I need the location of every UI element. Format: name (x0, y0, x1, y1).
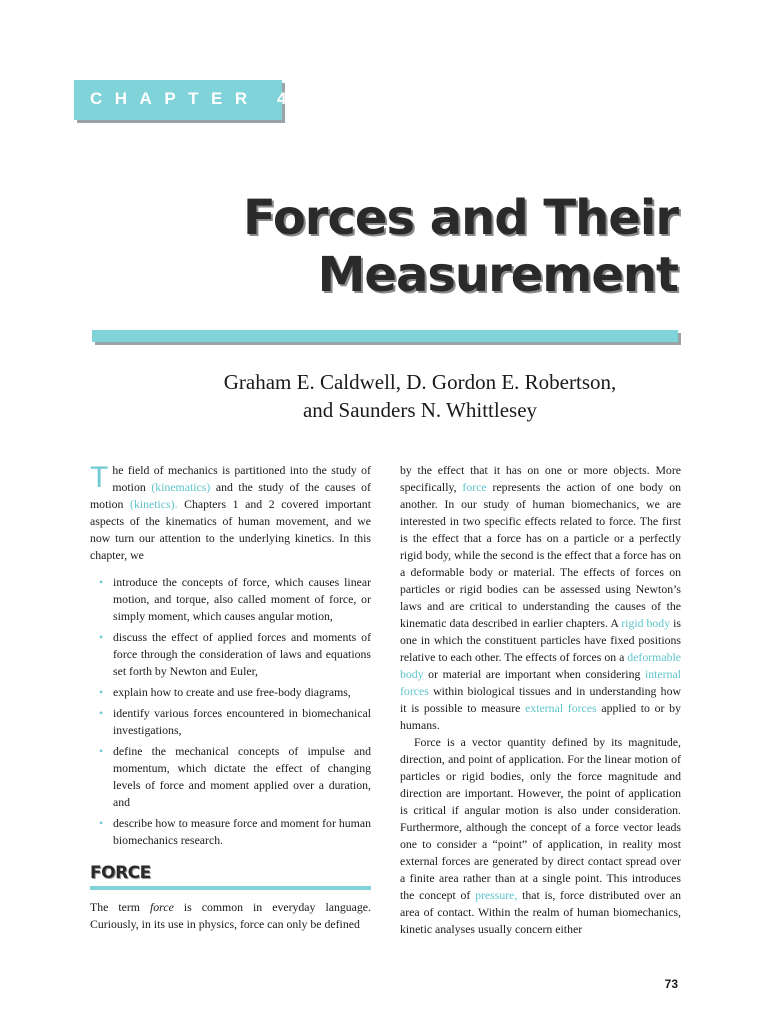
list-item (90, 815, 371, 849)
right-text: is one in which the constituent particles have fixed positions relative to each other. The effects of forces on a (400, 616, 681, 664)
bullet-icon: • (99, 630, 104, 644)
right-text: represents the action of one body on another. In our study of human biomechanics, we are interested in two specific effects related to force. The first is the effect that a force has on a particle or a perfectly rigid body, while the second is the effect that a force has on a deformable body or material. The effects of forces on particles or rigid bodies can be assessed using Newton’s laws and are critical to understanding the causes of the kinematic data described in earlier chapters. A (400, 480, 681, 630)
bullet-icon: • (99, 744, 104, 758)
chapter-title-line-1: Forces and Their (242, 190, 678, 246)
list-item (90, 743, 371, 811)
page-number: 73 (664, 977, 678, 991)
intro-text-1: he field of mechanics is partitioned into the study of motion (112, 463, 371, 494)
chapter-title (178, 190, 678, 304)
bullet-icon: • (99, 575, 104, 589)
intro-text-2: and the study of the causes of motion (90, 480, 371, 511)
list-item (90, 629, 371, 680)
list-item (90, 705, 371, 739)
force-paragraph (90, 899, 371, 933)
right-text: within biological tissues and in understanding how it is possible to measure (400, 684, 681, 715)
term-kinetics: (kinetics). (130, 497, 178, 511)
bullet-icon: • (99, 816, 104, 830)
list-item (90, 574, 371, 625)
list-item-text: describe how to measure force and moment for human biomechanics research. (113, 816, 371, 847)
section-title-force: FORCE (90, 863, 151, 883)
force-text-2: is common in everyday language. Curiously, in its use in physics, force can only be defined (90, 900, 371, 931)
term-kinematics: (kinematics) (151, 480, 211, 494)
bullet-icon: • (99, 685, 104, 699)
intro-text-3: Chapters 1 and 2 covered important aspects of the kinematics of human movement, and we now turn our attention to the underlying kinetics. In this chapter, we (90, 497, 371, 562)
force-text-1: The term (90, 900, 150, 914)
authors (160, 368, 680, 424)
term-force: force (462, 480, 487, 494)
left-column (90, 462, 371, 933)
authors-line-2: and Saunders N. Whittlesey (302, 398, 538, 422)
list-item-text: introduce the concepts of force, which causes linear motion, and torque, also called moment of force, or simply moment, which causes angular motion, (113, 575, 371, 623)
bullet-icon: • (99, 706, 104, 720)
list-item (90, 684, 371, 701)
list-item-text: discuss the effect of applied forces and moments of force through the consideration of laws and equations set forth by Newton and Euler, (113, 630, 371, 678)
right-text: applied to or by humans. (400, 701, 681, 732)
term-deformable-body: deformable body (400, 650, 681, 681)
right-text: Force is a vector quantity defined by its magnitude, direction, and point of application. For the linear motion of particles or rigid bodies, only the force magnitude and direction are important. However, the point of application is critical if angular motion is also under consideration. Furthermore, although the concept of a force vector leads one to consider a “point” of application, in reality most external forces are generated by direct contact spread over a finite area rather than at a single point. This introduces the concept of (400, 735, 681, 902)
right-text: by the effect that it has on one or more objects. More specifically, (400, 463, 681, 494)
right-paragraph-1 (400, 462, 681, 734)
chapter-title-line-2: Measurement (317, 247, 678, 303)
list-item-text: explain how to create and use free-body diagrams, (113, 685, 351, 699)
term-internal-forces: internal forces (400, 667, 681, 698)
term-rigid-body: rigid body (621, 616, 671, 630)
right-text: or material are important when considering (423, 667, 645, 681)
intro-paragraph (90, 462, 371, 564)
title-rule (92, 330, 678, 342)
term-pressure: pressure, (475, 888, 518, 902)
drop-cap: T (90, 461, 109, 494)
chapter-band (74, 80, 299, 120)
section-rule (90, 886, 371, 890)
list-item-text: identify various forces encountered in biomechanical investigations, (113, 706, 371, 737)
term-force-italic: force (150, 900, 174, 914)
objectives-list (90, 574, 371, 849)
right-text: that is, force distributed over an area of contact. Within the realm of human biomechanics, kinetic analyses usually concern either (400, 888, 681, 936)
right-column (400, 462, 681, 938)
term-external-forces: external forces (525, 701, 597, 715)
right-paragraph-2 (400, 734, 681, 938)
list-item-text: define the mechanical concepts of impulse and momentum, which dictate the effect of changing levels of force and moment applied over a duration, and (113, 744, 371, 809)
authors-line-1: Graham E. Caldwell, D. Gordon E. Robertson, (223, 370, 617, 394)
section-heading (90, 865, 371, 887)
chapter-label: CHAPTER 4 (90, 89, 299, 108)
